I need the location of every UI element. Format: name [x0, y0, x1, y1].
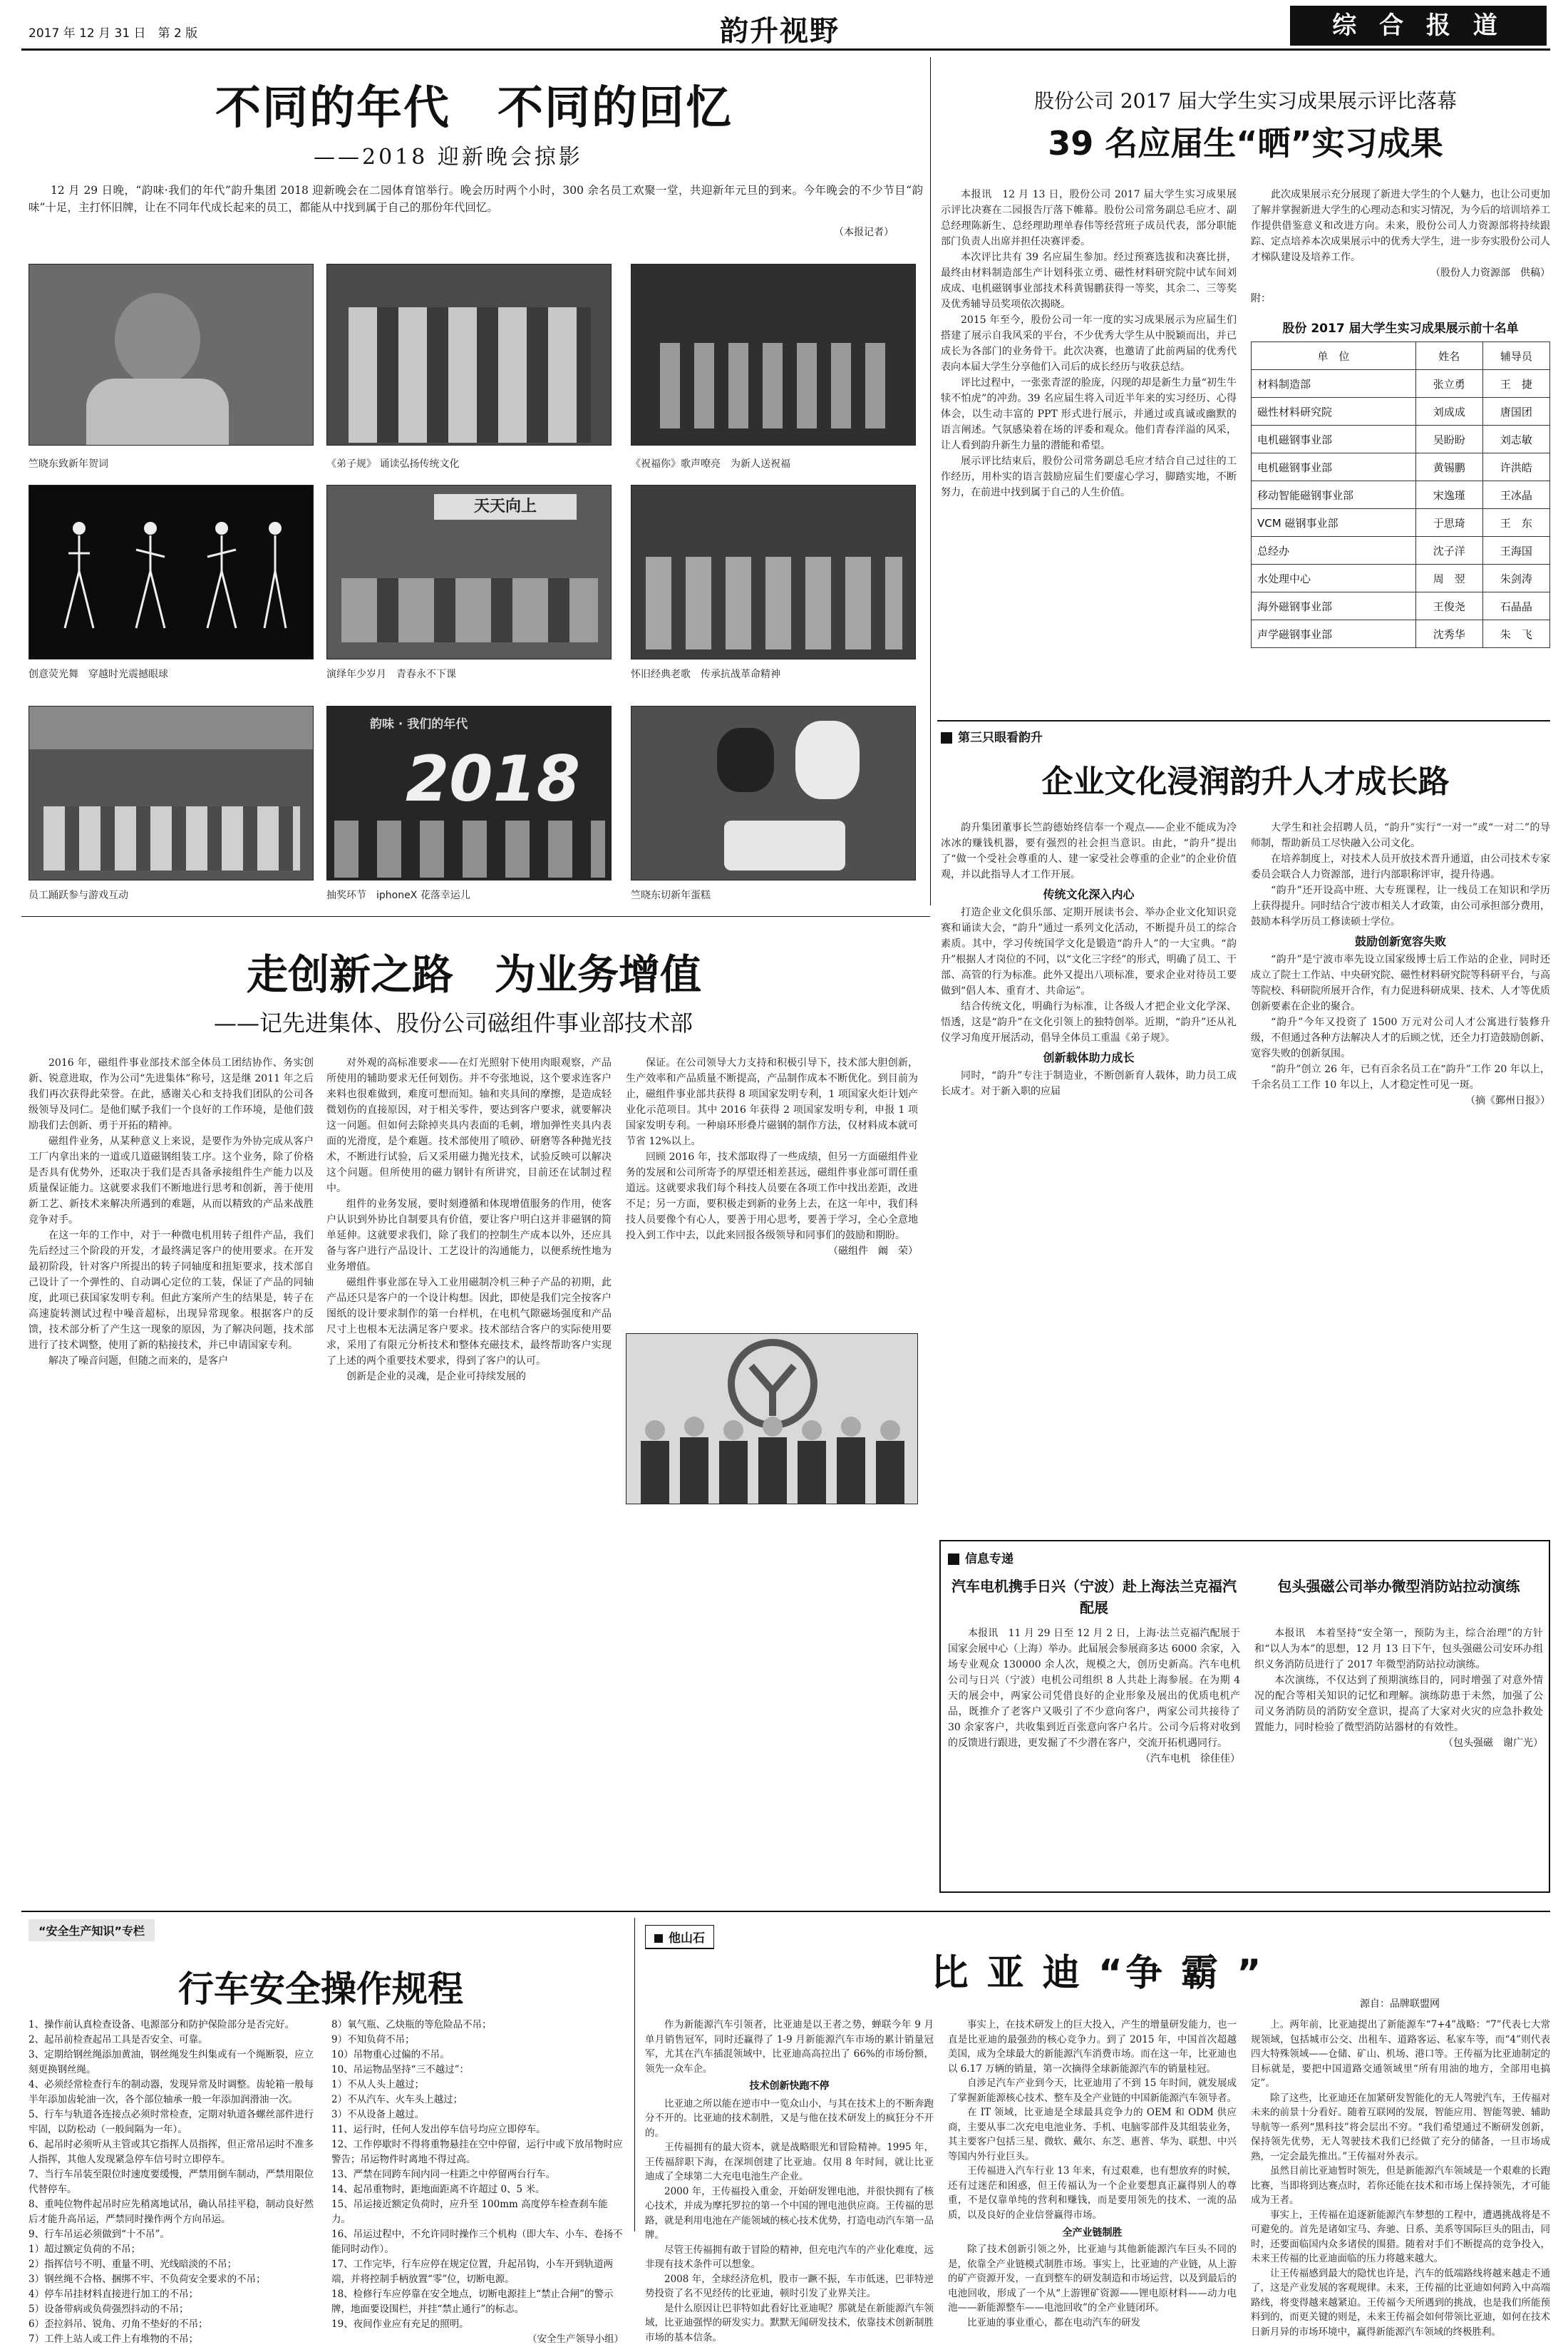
party-subtitle: ——2018 迎新晚会掠影	[314, 145, 583, 170]
byd-para: 上。两年前，比亚迪提出了新能源车“7+4”战略：“7”代表七大常规领域，包括城市公交、出租车、道路客运、私家车等，而“4”则代表四大特殊领域——仓储、矿山、机场、港口等。王传福为比亚迪制定的目标就是，要把中国道路交通领域里“所有用油的地方，全部用电搞定”。	[1251, 2019, 1550, 2089]
rule-item: 11、运行时，任何人发出停车信号均应立即停车。	[331, 2124, 546, 2135]
innovation-para: 磁组件事业部在导入工业用磁制冷机三种子产品的初期，此产品还只是客户的一个设计构想。因此，即使是我们完全按客户图纸的设计要求制作的第一台样机，在电机气隙磁场强度和产品尺寸上也根本无法满足客户要求。技术部结合客户的实际使用要求，采用了有限元分析技术和整体充磁技术，最终帮助客户实现了上述的两个重要技术要求，得到了客户的认可。	[326, 1277, 612, 1367]
rule-item: 10）吊物重心过偏的不吊。	[331, 2049, 450, 2060]
caption-8: 抽奖环节 iphoneX 花落幸运儿	[326, 890, 470, 901]
safety-tag: “安全生产知识”专栏	[29, 1919, 155, 1941]
byd-para: 是什么原因让巴菲特如此看好比亚迪呢？那就是在新能源汽车领域，比亚迪强悍的研发实力。默默无闻研发技术，依靠技术创新制胜市场的基本信条。	[645, 2302, 934, 2343]
byd-tag: 他山石	[645, 1925, 714, 1949]
table-cell: 张立勇	[1415, 370, 1482, 398]
table-row	[1252, 592, 1550, 620]
table-row	[1252, 370, 1550, 398]
table-cell: 电机磁钢事业部	[1252, 426, 1416, 453]
byd-para: 王传福进入汽车行业 13 年来，有过艰难，也有想放弃的时候，还有过迷茫和困惑，但王传福认为一个企业要想真正赢得别人的尊重，不是仅靠单纯的营利和赚钱，而是要用领先的技术、一流的品质，以及良好的企业信誉赢得市场。	[948, 2165, 1237, 2221]
interns-attach: 附：	[1251, 293, 1271, 304]
table-cell: 王海国	[1482, 537, 1549, 565]
table-cell: 磁性材料研究院	[1252, 398, 1416, 426]
byd-para: 自涉足汽车产业到今天，比亚迪用了不到 15 年时间，就发展成了掌握新能源核心技术、整车及全产业链的中国新能源汽车领导者。	[948, 2078, 1237, 2104]
table-row	[1252, 537, 1550, 565]
party-photo-speech	[29, 264, 314, 446]
caption-1: 竺晓东致新年贺词	[29, 458, 108, 470]
rule-item: 4）停车吊挂材料直接进行加工的不吊；	[29, 2289, 199, 2300]
bottom-rule	[21, 1911, 1550, 1912]
innovation-col2	[326, 1055, 612, 1385]
culture-para: “韵升”是宁波市率先设立国家级博士后工作站的企业，同时还成立了院士工作站、中央研究院、磁性材料研究院等科研平台，与高等院校、科研院所展开合作，有力促进科研成果、技术、人才等优质创新要素在企业的聚合。	[1251, 954, 1550, 1012]
culture-para: “韵升”今年又投资了 1500 万元对公司人才公寓进行装修升级，不但通过各种方法解决人才的后顾之忧，还全力打造鼓励创新、宽容失败的创新氛围。	[1251, 1017, 1550, 1059]
table-cell: 移动智能磁钢事业部	[1252, 481, 1416, 509]
table-header-cell: 单 位	[1252, 342, 1416, 370]
table-cell: 朱剑涛	[1482, 565, 1549, 592]
table-cell: 王 捷	[1482, 370, 1549, 398]
table-row	[1252, 481, 1550, 509]
table-cell: 电机磁钢事业部	[1252, 453, 1416, 481]
innovation-para: 回顾 2016 年，技术部取得了一些成绩，但另一方面磁组件业务的发展和公司所寄予的厚望还相差甚远，磁组件事业部可谓任重道远。这就要求我们每个科技人员要在各项工作中找出差距，改进不足；另一方面，要积极走到新的业务上去，在这一年中，我们科技人员要像个有心人，要善于用心思考，要善于学习，全心全意地投入到工作中去，以此来回报各级领导和同事们的鼓励和期盼。	[626, 1151, 918, 1241]
news-a1-title: 汽车电机携手日兴（宁波）赴上海法兰克福汽配展	[951, 1578, 1237, 1616]
table-cell: 朱 飞	[1482, 620, 1549, 648]
table-cell: 石晶晶	[1482, 592, 1549, 620]
table-cell: 黄锡鹏	[1415, 453, 1482, 481]
rule-item: 3）钢丝绳不合格、捆绑不牢、不负荷安全要求的不吊；	[29, 2274, 266, 2285]
caption-4: 创意荧光舞 穿越时光震撼眼球	[29, 669, 168, 680]
rule-item: 19、夜间作业应有充足的照明。	[331, 2318, 469, 2330]
table-cell: 王冰晶	[1482, 481, 1549, 509]
innovation-para: 2016 年，磁组件事业部技术部全体员工团结协作、务实创新、锐意进取，作为公司“先进集体”称号，这是继 2011 年之后我们再次获得此荣誉。在此，感谢关心和支持我们团队的公司各级领导及同仁。是他们赋予我们一个良好的工作环境，是他们鼓励我们去创新、勇于开拓的精神。	[29, 1057, 314, 1131]
rule-item: 6）歪拉斜吊、锐角、刃角不垫好的不吊；	[29, 2318, 208, 2330]
rule-item: 1、操作前认真检查设备、电源部分和防护保险部分是否完好。	[29, 2019, 295, 2030]
rule-item: 15、吊运接近额定负荷时，应升至 100mm 高度停车检查刹车能力。	[331, 2199, 608, 2225]
byd-para: 事实上，王传福在追逐新能源汽车梦想的工程中，遭遇挑战将是不可避免的。首先是诸如宝马、奔驰、日系、美系等国际巨头的阻击，同时，还要面临国内众多诸侯的围猎。随着对手们不断提高的竞争投入，未来王传福的比亚迪面临的压力将越来越大。	[1251, 2209, 1550, 2264]
byd-para: 尽管王传福拥有敢于冒险的精神，但充电汽车的产业化难度，远非现有技术条件可以想象。	[645, 2244, 934, 2270]
caption-9: 竺晓东切新年蛋糕	[631, 890, 711, 901]
rule-item: 13、严禁在同跨车间内同一柱距之中停留两台行车。	[331, 2169, 556, 2180]
caption-3: 《祝福你》歌声嘹亮 为新人送祝福	[631, 458, 790, 470]
news-para: 本报讯 本着坚持“安全第一，预防为主，综合治理”的方针和“以人为本”的思想，12 月 13 日下午，包头强磁公司安环办组织义务消防员进行了 2017 年微型消防站拉动演练。	[1254, 1628, 1543, 1670]
photo-2018-text: 2018	[406, 742, 580, 816]
culture-para: 同时，“韵升”专注于制造业，不断创新育人载体，助力员工成长成才。对于新入职的应届	[941, 1070, 1237, 1097]
byd-para: 王传福拥有的最大资本，就是战略眼光和冒险精神。1995 年，王传福辞职下海，在深圳创建了比亚迪。仅用 8 年时间，就让比亚迪成了全球第二大充电电池生产企业。	[645, 2142, 934, 2182]
rule-item: 5、行车与轨道各连接点必须时常检查，定期对轨道各螺丝部件进行牢固，以防松动（一般间隔为一年）。	[29, 2109, 314, 2135]
rule-item: 1）超过额定负荷的不吊；	[29, 2244, 141, 2255]
rule-item: 8、重吨位物件起吊时应先稍离地试吊，确认吊挂平稳，制动良好然后才能升高吊运，严禁同时操作两个方向吊运。	[29, 2199, 314, 2225]
team-photo	[626, 1333, 918, 1504]
byd-para: 比亚迪的事业重心，都在电动汽车的研发	[967, 2316, 1140, 2328]
rule-item: 7、当行车吊装至限位时速度要缓慢，严禁用倒车制动，严禁用限位代替停车。	[29, 2169, 314, 2195]
rule-item: 3）不从设备上越过。	[331, 2109, 425, 2120]
byd-source: 源自：品牌联盟网	[1360, 1998, 1440, 2010]
caption-6: 怀旧经典老歌 传承抗战革命精神	[631, 669, 780, 680]
safety-headline: 行车安全操作规程	[178, 1968, 463, 2010]
table-cell: 王 东	[1482, 509, 1549, 537]
table-cell: 沈秀华	[1415, 620, 1482, 648]
table-cell: 水处理中心	[1252, 565, 1416, 592]
interns-col2	[1251, 187, 1550, 648]
party-intro: 12 月 29 日晚，“韵味·我们的年代”韵升集团 2018 迎新晚会在二园体育馆举行。晚会历时两个小时，300 余名员工欢聚一堂，共迎新年元旦的到来。今年晚会的不少节目“韵味”十足，主打怀旧牌，让在不同年代成长起来的员工，都能从中找到属于自己的那份年代回忆。	[29, 184, 923, 214]
byd-para: 2000 年，王传福投入重金，开始研发锂电池，并很快拥有了核心技术，并成为摩托罗拉的第一个中国的锂电池供应商。王传福的思路，就是利用电池在产能领域的核心技术优势，打造电动汽车第一品牌。	[645, 2185, 934, 2241]
interns-col1	[941, 187, 1237, 500]
table-cell: 许洪皓	[1482, 453, 1549, 481]
innovation-para: 创新是企业的灵魂，是企业可持续发展的	[346, 1371, 526, 1382]
culture-headline: 企业文化浸润韵升人才成长路	[1041, 764, 1450, 800]
rule-item: 2）指挥信号不明、重量不明、光线暗淡的不吊；	[29, 2259, 237, 2270]
rule-item: 16、吊运过程中，不允许同时操作三个机构（即大车、小车、卷扬不能同时动作）。	[331, 2229, 623, 2255]
byd-para: 让王传福感到最大的隐忧也许是，汽车的低端路线将越来越走不通了，这是产业发展的客观规律。未来，王传福的比亚迪如何跨入中高端路线，将变得越来越紧迫。王传福今天所遇到的挑战，也是我们所能预料到的，而更关键的则是，未来王传福会如何带领比亚迪，如何在技术日新月异的市场环境中，赢得新能源汽车领域的终极胜利。	[1251, 2267, 1550, 2338]
innovation-para: 对外观的高标准要求——在灯光照射下使用肉眼观察，产品所使用的辅助要求无任何划伤。并不夸张地说，这个要求连客户来料也很难做到，难度可想而知。轴和夹具间的摩擦，是造成轻微划伤的直接原因，对于相关零件，要达到客户要求，就要解决这一问题。但如何去除掉夹具内表面的毛刺，增加弹性夹具内表面的光滑度，是个难题。技术部使用了喷砂、研磨等各种抛光技术，不断进行试验，后又采用磁力抛光技术，试验反映可以解决这个问题。但所使用的磁力钢针有所讲究，目前还在试制过程中。	[326, 1057, 612, 1194]
table-cell: 海外磁钢事业部	[1252, 592, 1416, 620]
rule-item: 8）氧气瓶、乙炔瓶的等危险品不吊；	[331, 2019, 492, 2030]
interns-para: 本报讯 12 月 13 日，股份公司 2017 届大学生实习成果展示评比决赛在二园报告厅落下帷幕。股份公司常务副总毛应才、副总经理陈新生、总经理助理单春伟等经营班子成员代表，部分职能部门负责人出席并担任决赛评委。	[941, 189, 1237, 247]
top10-title: 股份 2017 届大学生实习成果展示前十名单	[1282, 322, 1519, 336]
caption-7: 员工踊跃参与游戏互动	[29, 890, 128, 901]
rule-item: 3、定期给钢丝绳添加黄油，钢丝绳发生纠集或有一个绳断裂，应立刻更换钢丝绳。	[29, 2049, 314, 2075]
masthead-rule	[21, 48, 1550, 51]
culture-subhead: 鼓励创新宽容失败	[1354, 935, 1446, 948]
interns-para: 此次成果展示充分展现了新进大学生的个人魅力，也让公司更加了解并掌握新进大学生的心理动态和实习情况，为今后的培训培养工作提供借鉴意义和改进方向。未来，股份公司人力资源部将持续跟踪、定点培养本次成果展示中的优秀大学生，进一步夯实股份公司人才梯队建设及培养工作。	[1251, 189, 1550, 263]
interns-para: 展示评比结束后，股份公司常务副总毛应才结合自己过往的工作经历，用朴实的语言鼓励应届生们要虚心学习，脚踏实地，不断努力，在前进中找到属于自己的人生价值。	[941, 456, 1237, 498]
innovation-para: 磁组件业务，从某种意义上来说，是要作为外协完成从客户工厂内拿出来的一道或几道磁钢组装工序。这个业务，除了价格是否具有优势外，还取决于我们是否具备承接组件生产能力以及质量保证能力。这就要求我们不断地进行思考和创新，善于使用新工艺、新技术来解决所遇到的难题，从而以精致的产品来战胜竞争对手。	[29, 1136, 314, 1226]
byd-subhead: 技术创新快跑不停	[749, 2080, 830, 2092]
byd-para: 作为新能源汽车引领者，比亚迪是以王者之势，蝉联今年 9 月单月销售冠军，同时还赢得了 1-9 月新能源汽车市场的累计销量冠军，尤其在汽车插混领域中，比亚迪高高拉出了 66%的市场份额，领先一众车企。	[645, 2019, 934, 2075]
innovation-headline: 走创新之路 为业务增值	[246, 950, 701, 999]
rule-item: 12、工作停歇时不得将重物悬挂在空中停留，运行中或下放吊物时应警告；吊运物件时离地不得过高。	[331, 2139, 623, 2165]
table-cell: 唐国团	[1482, 398, 1549, 426]
culture-byline: （摘《鄞州日报》）	[1465, 1095, 1550, 1106]
table-cell: 宋逸瑾	[1415, 481, 1482, 509]
rule-item: 14、起吊重物时，距地面距离不许超过 0、5 米。	[331, 2184, 545, 2195]
innovation-col1	[29, 1055, 314, 1369]
party-headline: 不同的年代 不同的回忆	[215, 82, 733, 135]
news-para: 本报讯 11 月 29 日至 12 月 2 日，上海·法兰克福汽配展于国家会展中心（上海）举办。此届展会参展商多达 6000 余家，入场专业观众 130000 余人次，规模之大，创历史新高。汽车电机公司与日兴（宁波）电机公司组织 8 人共赴上海参展。在为期 4 天的展会中，两家公司凭借良好的企业形象及展出的优质电机产品，既推介了老客户又吸引了不少意向客户，两家公司共接待了 30 余家客户，共收集到近百张意向客户名片。公司今后将对收到的反馈进行跟进，更发掘了不少潜在客户，交流开拓机遇同行。	[948, 1628, 1240, 1749]
interns-para: 本次评比共有 39 名应届生参加。经过预赛选拔和决赛比拼，最终由材料制造部生产计划科张立勇、磁性材料研究院中试车间刘成成、电机磁钢事业部技术科黄锡鹏获得一等奖，其余二、三等奖及优秀辅导员奖项依次揭晓。	[941, 252, 1237, 310]
party-photo-glowdance	[29, 485, 314, 659]
rule-item: 10、吊运物品坚持“三不越过”：	[331, 2064, 469, 2075]
byd-headline: 比 亚 迪 “争 霸 ”	[931, 1952, 1264, 1995]
culture-para: “韵升”还开设高中班、大专班课程，让一线员工在知识和学历上获得提升。同时结合宁波市相关人才政策，由公司承担部分费用，鼓励本科学历员工修读硕士学位。	[1251, 885, 1550, 928]
table-cell: 材料制造部	[1252, 370, 1416, 398]
innovation-subtitle: ——记先进集体、股份公司磁组件事业部技术部	[214, 1010, 693, 1037]
news-a2-byline: （包头强磁 谢广光）	[1443, 1737, 1543, 1749]
table-row	[1252, 453, 1550, 481]
byd-subhead: 全产业链制胜	[1062, 2227, 1123, 2239]
culture-para: 韵升集团董事长竺韵德始终信奉一个观点——企业不能成为冷冰冰的赚钱机器，要有强烈的社会担当意识。由此，“韵升”提出了“做一个受社会尊重的人、建一家受社会尊重的企业”的企业价值观，并以此指导人才工作开展。	[941, 822, 1237, 880]
safety-col1	[29, 2018, 321, 2347]
interns-para: 2015 年至今，股份公司一年一度的实习成果展示为应届生们搭建了展示自我风采的平台，不少优秀大学生从中脱颖而出，并已成长为各部门的业务骨干。此次决赛，也邀请了此前两届的优秀代表向本届大学生分享他们入司后的成长经历与收获总结。	[941, 314, 1237, 373]
table-cell: 周 翌	[1415, 565, 1482, 592]
interns-kicker: 股份公司 2017 届大学生实习成果展示评比落幕	[1033, 89, 1458, 113]
news-a1-body	[948, 1626, 1240, 1767]
caption-2: 《弟子规》 诵读弘扬传统文化	[326, 458, 460, 470]
news-para: 本次演练，不仅达到了预期演练目的，同时增强了对意外情况的配合等相关知识的记忆和理解。演练防患于未然，加强了公司义务消防员的消防安全意识，提高了大家对火灾的应急扑救处置能力，同时检验了微型消防站器材的有效性。	[1254, 1675, 1543, 1733]
party-source: （本报记者）	[834, 227, 894, 238]
culture-subhead: 创新载体助力成长	[1043, 1051, 1135, 1064]
innovation-para: 解决了噪音问题，但随之而来的，是客户	[48, 1355, 228, 1367]
culture-rule	[937, 720, 1550, 721]
culture-para: 大学生和社会招聘人员，“韵升”实行“一对一”或“一对二”的导师制，帮助新员工尽快融入公司文化。	[1251, 822, 1550, 849]
culture-para: 打造企业文化俱乐部、定期开展读书会、举办企业文化知识竞赛和诵读大会，“韵升”通过一系列文化活动，不断提升员工的综合素质。其中，学习传统国学文化是锻造“韵升人”的一大宝典。“韵升”根据人才岗位的不同，以“文化三字经”的形式，明确了员工、干部、高管的行为标准。此外又提出八项标准，要求企业对待员工要做到“倡人本、重育才、共命运”。	[941, 907, 1237, 997]
byd-para: 事实上，在技术研发上的巨大投入，产生的增量研发能力，也一直是比亚迪的最强劲的核心竞争力。到了 2015 年，中国首次超越美国，成为全球最大的新能源汽车消费市场。而在这一年，比亚迪也以 6.17 万辆的销量，第一次摘得全球新能源汽车的销量桂冠。	[948, 2019, 1237, 2075]
culture-subhead: 传统文化深入内心	[1043, 888, 1135, 901]
rule-item: 9）不知负荷不吊；	[331, 2034, 415, 2045]
table-header-row	[1252, 342, 1550, 370]
table-cell: 刘志敏	[1482, 426, 1549, 453]
paper-name: 韵升视野	[720, 15, 840, 48]
safety-byline: （安全生产领导小组）	[527, 2333, 624, 2345]
rule-item: 5）设备带病或负荷强烈抖动的不吊；	[29, 2304, 189, 2315]
innovation-para: 在这一年的工作中，对于一种微电机用转子组件产品，我们先后经过三个阶段的开发，才最终满足客户的使用要求。在开发最初阶段，针对客户所提出的转子同轴度和扭矩要求，技术部自己设计了一个弹性的、自动调心定位的工装，保证了产品的同轴度，此项已获国家发明专利。但此方案所产生的结果是，转子在高速旋转测试过程中噪音超标，出现异常现象。根据客户的反馈，技术部分析了产生这一现象的原因，为了解决问题，技术部进行了技术调整，使用了新的粘接技术，并已申请国家专利。	[29, 1230, 314, 1351]
culture-para: 在培养制度上，对技术人员开放技术晋升通道，由公司技术专家委员会联合人力资源部，进行内部职称评审，提升待遇。	[1251, 853, 1550, 880]
table-row	[1252, 426, 1550, 453]
party-photo-lottery	[326, 706, 612, 880]
byd-col2	[948, 2018, 1237, 2330]
rule-item: 1）不从人头上越过；	[331, 2079, 425, 2090]
rule-item: 4、必须经常检查行车的制动器，发现异常及时调整。齿轮箱一般每半年添加齿轮油一次，各个部位轴承一般一年添加润滑油一次。	[29, 2079, 314, 2105]
photo-slogan: 天天向上	[434, 494, 577, 520]
rule-item: 6、起吊时必须听从主管或其它指挥人员指挥，但正常吊运时不准多人指挥，其他人发现紧急停车信号时立即停车。	[29, 2139, 314, 2165]
interns-byline: （股份人力资源部 供稿）	[1430, 267, 1550, 279]
party-photo-games	[29, 706, 314, 880]
news-tag: 信息专递	[948, 1549, 1013, 1566]
rule-item: 7）工件上站人或工件上有堆物的不吊；	[29, 2333, 199, 2345]
byd-para: 在 IT 领域，比亚迪是全球最具竞争力的 OEM 和 ODM 供应商，主要从事二次充电电池业务、手机、电脑零部件及其组装业务，其主要客户包括三星、微软、戴尔、东芝、惠普、华为、联想、中兴等国内外行业巨头。	[948, 2107, 1237, 2162]
table-row	[1252, 565, 1550, 592]
safety-col2	[331, 2018, 624, 2347]
byd-para: 除了这些，比亚迪还在加紧研发智能化的无人驾驶汽车，王传福对未来的前景十分看好。随着互联网的发展，智能应用、智能驾驶、辅助导航等一系列“黑科技”将会层出不穷。“我们希望通过不断研发创新，保持领先优势，无人驾驶技术我们已经做了充分的储备，一旦市场成熟，一定会最先推出。”王传福对外表示。	[1251, 2092, 1550, 2162]
rule-item: 18、检修行车应停靠在安全地点，切断电源挂上“禁止合闸”的警示牌，地面要设围栏，并挂“禁止通行”的标志。	[331, 2289, 614, 2315]
table-header-cell: 辅导员	[1482, 342, 1549, 370]
culture-para: “韵升”创立 26 年，已有百余名员工在“韵升”工作 20 年以上，千余名员工工作 10 年以上，人才稳定性可见一斑。	[1251, 1064, 1550, 1091]
party-photo-blessing	[631, 264, 916, 446]
table-row	[1252, 509, 1550, 537]
news-a2-title: 包头强磁公司举办微型消防站拉动演练	[1277, 1578, 1520, 1595]
party-photo-cake	[631, 706, 916, 880]
byd-col1	[645, 2018, 934, 2345]
innovation-byline: （磁组件 阚 荣）	[828, 1246, 918, 1257]
rule-item: 9、行车吊运必须做到“十不吊”。	[29, 2229, 170, 2240]
byd-para: 除了技术创新引领之外，比亚迪与其他新能源汽车巨头不同的是，依靠全产业链模式制胜市场。事实上，比亚迪的产业链，从上游的矿产资源开发，一直到整车的研发制造和市场运营，以及到最后的电池回收，形成了一个从“上游锂矿资源——锂电原材料——动力电池——新能源整车——电池回收”的全产业链闭环。	[948, 2244, 1237, 2313]
byd-para: 虽然目前比亚迪暂时领先，但是新能源汽车领域是一个艰难的长跑比赛，当即将到达赛点时，若你还能在技术和市场上保持领先，才可能成为王者。	[1251, 2165, 1550, 2206]
rule-item: 17、工作完毕，行车应停在规定位置，升起吊钩，小车开到轨道两端，并将控制手柄放置“零”位，切断电源。	[331, 2259, 614, 2285]
byd-para: 2008 年，全球经济危机，股市一蹶不振，车市低迷，巴菲特逆势投资了名不见经传的比亚迪，顿时引发了业界关注。	[645, 2273, 934, 2299]
table-cell: 吴盼盼	[1415, 426, 1482, 453]
innovation-para: 保证。在公司领导大力支持和积极引导下，技术部大胆创新，生产效率和产品质量不断提高，产品制作成本不断优化。到目前为止，磁组件事业部共获得 8 项国家发明专利，1 项国家火炬计划产业化示范项目。其中 2016 年获得 2 项国家发明专利，申报 1 项国家发明专利。一种扇环形叠片磁钢的制作方法，仅材料成本就可节省 12%以上。	[626, 1057, 918, 1147]
news-a2-body	[1254, 1626, 1543, 1751]
section-banner: 综 合 报 道	[1290, 6, 1547, 46]
news-a1-byline: （汽车电机 徐佳佳）	[1140, 1753, 1240, 1765]
culture-tag: 第三只眼看韵升	[941, 727, 1043, 745]
party-photo-dizigui	[326, 264, 612, 446]
table-cell: 于思琦	[1415, 509, 1482, 537]
byd-para: 比亚迪之所以能在逆市中一览众山小，与其在技术上的不断奔跑分不开的。比亚迪的技术制胜，又是与他在技术研发上的疯狂分不开的。	[645, 2097, 934, 2139]
table-row	[1252, 620, 1550, 648]
caption-5: 演绎年少岁月 青春永不下课	[326, 669, 456, 680]
issue-date: 2017 年 12 月 31 日 第 2 版	[29, 26, 198, 41]
rule-item: 2、起吊前检查起吊工具是否安全、可靠。	[29, 2034, 208, 2045]
culture-col1	[941, 820, 1237, 1099]
party-photo-oldsongs	[631, 485, 916, 659]
innovation-col3	[626, 1055, 918, 1259]
byd-col3	[1251, 2018, 1550, 2339]
innovation-rule	[21, 916, 930, 917]
interns-para: 评比过程中，一张张青涩的脸庞，闪现的却是新生力量“初生牛犊不怕虎”的冲劲。39 名应届生将入司近半年来的实习经历、心得体会，以生动丰富的 PPT 形式进行展示，并通过或真诚或幽默的语言阐述。气氛感染着在场的评委和观众。他们青春洋溢的风采，让人看到韵升新生力量的潜能和希望。	[941, 377, 1237, 451]
top10-table	[1251, 341, 1550, 648]
culture-col2	[1251, 820, 1550, 1109]
table-cell: VCM 磁钢事业部	[1252, 509, 1416, 537]
table-cell: 王俊尧	[1415, 592, 1482, 620]
table-row	[1252, 398, 1550, 426]
culture-para: 结合传统文化，明确行为标准，让各级人才把企业文化学深、悟透，这是“韵升”在文化引领上的独特创举。近期，“韵升”还从礼仪学习角度开展活动，倡导全体员工重温《弟子规》。	[941, 1001, 1237, 1044]
byd-divider	[634, 1918, 635, 2232]
party-photo-classroom	[326, 485, 612, 659]
interns-headline: 39 名应届生“晒”实习成果	[1048, 124, 1443, 163]
rule-item: 2）不从汽车、火车头上越过；	[331, 2094, 463, 2105]
column-divider	[930, 57, 931, 905]
table-cell: 刘成成	[1415, 398, 1482, 426]
table-cell: 沈子洋	[1415, 537, 1482, 565]
innovation-para: 组件的业务发展，要时刻遵循和体现增值服务的作用，使客户认识到外协比自制要具有价值，要让客户明白这并非磁钢的简单延伸。这就要求我们，除了我们的控制生产成本以外，还应具备与客户进行产品设计、工艺设计的沟通能力，以便系统性地为业务增值。	[326, 1198, 612, 1273]
photo-banner-text: 韵味 · 我们的年代	[370, 717, 468, 731]
table-cell: 声学磁钢事业部	[1252, 620, 1416, 648]
table-cell: 总经办	[1252, 537, 1416, 565]
table-header-cell: 姓名	[1415, 342, 1482, 370]
